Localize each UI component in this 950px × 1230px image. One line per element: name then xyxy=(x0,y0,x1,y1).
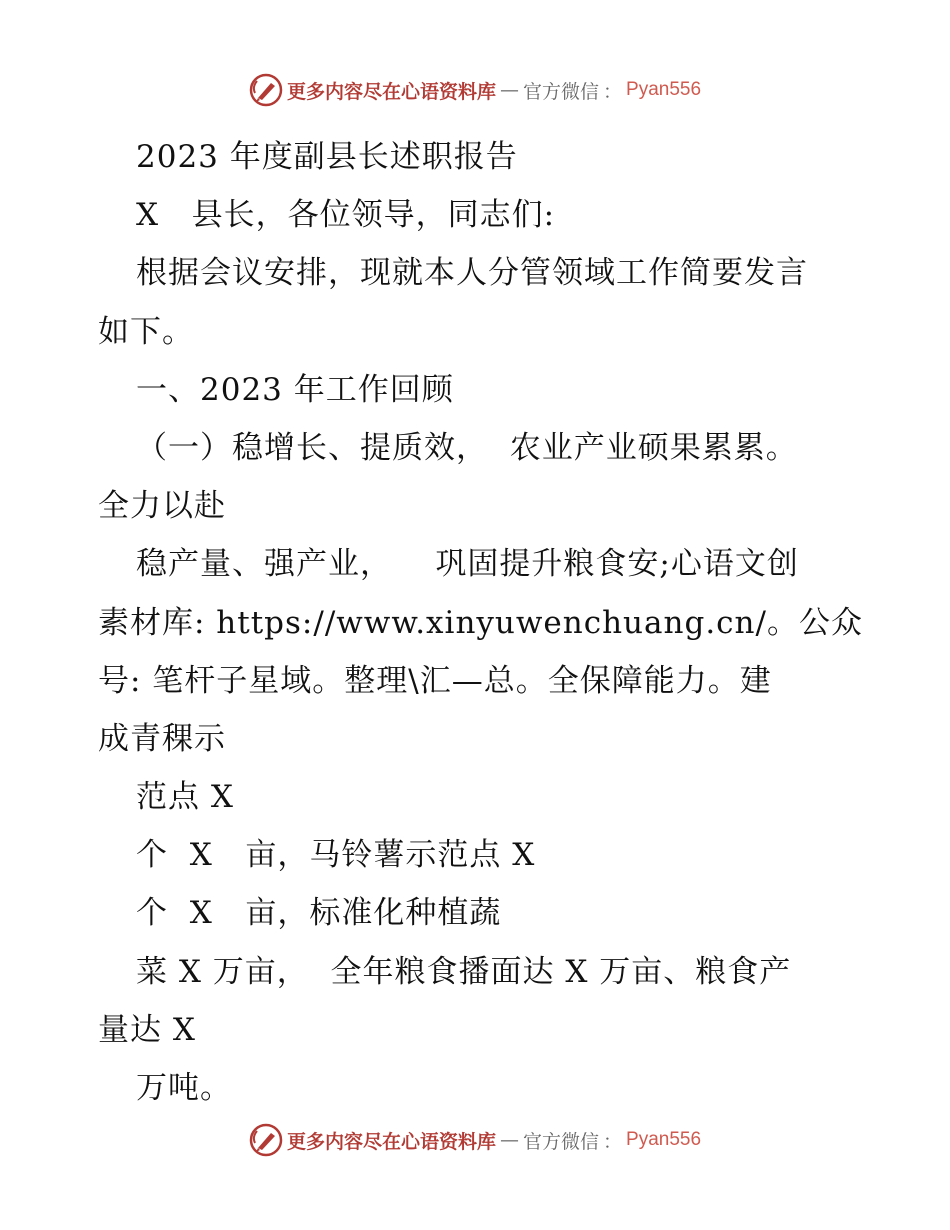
doc-paragraph-line: 范点 X xyxy=(136,779,234,816)
doc-paragraph-line: 号: 笔杆子星域。整理\汇—总。全保障能力。建 xyxy=(98,662,772,699)
footer-banner-content xyxy=(249,1123,701,1157)
logo-pen-icon xyxy=(249,73,283,107)
logo-pen-icon xyxy=(249,1123,283,1157)
banner-dash: — xyxy=(499,1129,519,1151)
banner-wechat-label: 官方微信 xyxy=(522,80,599,103)
banner-site-text: 更多内容尽在心语资料库 xyxy=(286,1130,496,1153)
header-banner xyxy=(0,70,950,110)
doc-paragraph-line: 个 X 亩，标准化种植蔬 xyxy=(136,895,502,932)
footer-banner xyxy=(0,1120,950,1160)
doc-paragraph-line: 个 X 亩，马铃薯示范点 X xyxy=(136,837,536,874)
doc-paragraph-line: 全力以赴 xyxy=(98,488,226,525)
banner-wechat-label: 官方微信 xyxy=(522,1130,599,1153)
doc-subsection-heading: （一）稳增长、提质效， 农业产业硕果累累。 xyxy=(136,429,798,466)
doc-paragraph-line: 菜 X 万亩， 全年粮食播面达 X 万亩、粮食产 xyxy=(136,953,792,990)
doc-paragraph-line: 稳产量、强产业， 巩固提升粮食安;心语文创 xyxy=(136,546,799,583)
doc-section-heading: 一、2023 年工作回顾 xyxy=(136,371,454,408)
banner-site-text: 更多内容尽在心语资料库 xyxy=(286,80,496,103)
doc-paragraph-line: 万吨。 xyxy=(136,1070,232,1106)
banner-colon: ： xyxy=(603,80,623,103)
doc-paragraph-line: 根据会议安排，现就本人分管领域工作简要发言 xyxy=(136,255,808,292)
banner-wechat-id: Pyan556 xyxy=(626,1129,702,1150)
header-banner-content xyxy=(249,73,701,107)
doc-paragraph-line: 成青稞示 xyxy=(98,720,226,757)
banner-wechat-id: Pyan556 xyxy=(626,79,702,100)
document-body xyxy=(98,128,863,1117)
doc-title: 2023 年度副县长述职报告 xyxy=(136,139,518,175)
doc-paragraph-line: 如下。 xyxy=(98,313,194,350)
doc-paragraph-line: 素材库: https://www.xinyuwenchuang.cn/。公众 xyxy=(98,604,863,641)
banner-dash: — xyxy=(499,79,519,101)
doc-salutation: X 县长，各位领导，同志们: xyxy=(136,197,556,234)
banner-colon: ： xyxy=(603,1130,623,1153)
doc-paragraph-line: 量达 X xyxy=(98,1011,196,1048)
